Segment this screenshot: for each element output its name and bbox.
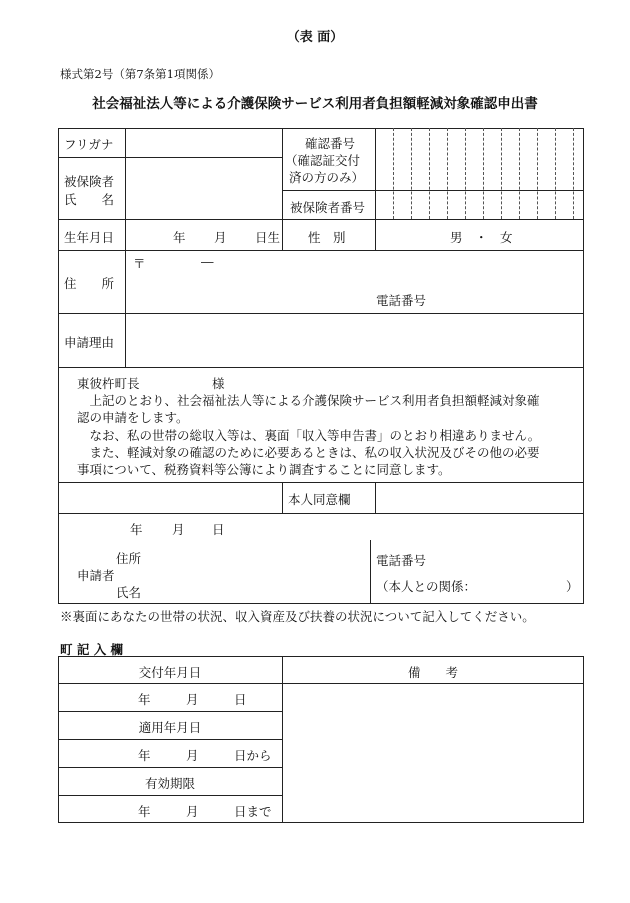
sex-label: 性 別 xyxy=(308,230,346,245)
statement-line-2: 認の申請をします。 xyxy=(77,410,189,425)
birth-year-unit: 年 xyxy=(173,230,186,245)
apply-year-unit: 年 xyxy=(138,748,151,763)
apply-date-label: 適用年月日 xyxy=(138,720,202,735)
apply-day-from: 日から xyxy=(234,748,272,763)
back-side-note: ※裏面にあなたの世帯の状況、収入資産及び扶養の状況について記入してください。 xyxy=(60,609,535,624)
town-section-title: 町 記 入 欄 xyxy=(60,642,124,657)
furigana-field[interactable] xyxy=(128,131,280,155)
birthdate-label: 生年月日 xyxy=(64,230,115,245)
birth-month-unit: 月 xyxy=(214,230,227,245)
applicant-phone-label: 電話番号 xyxy=(376,553,427,568)
date-month-unit: 月 xyxy=(172,522,185,537)
issue-day-unit: 日 xyxy=(234,692,247,707)
confirmation-no-note-1: （確認証交付 xyxy=(285,153,361,168)
insured-name-field[interactable] xyxy=(128,160,280,216)
sex-options[interactable]: 男 ・ 女 xyxy=(450,230,513,245)
confirmation-no-note-2: 済の方のみ） xyxy=(289,170,365,185)
birth-day-unit: 日生 xyxy=(255,230,281,245)
issue-month-unit: 月 xyxy=(186,692,199,707)
consent-field[interactable] xyxy=(378,486,581,510)
relation-label: （本人との関係： xyxy=(376,579,477,594)
relation-close: ） xyxy=(566,579,579,594)
address-phone-label: 電話番号 xyxy=(376,293,427,308)
statement-line-1: 上記のとおり、社会福祉法人等による介護保険サービス利用者負担額軽減対象確 xyxy=(77,393,540,408)
date-day-unit: 日 xyxy=(212,522,225,537)
addressee-honorific: 様 xyxy=(212,376,225,391)
applicant-label: 申請者 xyxy=(77,568,115,583)
issue-year-unit: 年 xyxy=(138,692,151,707)
confirmation-no-field[interactable] xyxy=(377,130,582,188)
reason-label: 申請理由 xyxy=(64,335,115,350)
applicant-address-label: 住所 xyxy=(116,551,142,566)
apply-month-unit: 月 xyxy=(186,748,199,763)
side-label: （表 面） xyxy=(286,30,344,45)
valid-year-unit: 年 xyxy=(138,804,151,819)
applicant-address-field[interactable] xyxy=(150,546,365,562)
date-year-unit: 年 xyxy=(130,522,143,537)
applicant-name-label: 氏名 xyxy=(116,585,142,600)
confirmation-no-label: 確認番号 xyxy=(305,136,356,151)
statement-line-3: なお、私の世帯の総収入等は、裏面「収入等申告書」のとおり相違ありません。 xyxy=(77,428,541,443)
insured-number-field[interactable] xyxy=(377,192,582,217)
postal-mark: 〒 xyxy=(133,256,146,271)
remarks-field[interactable] xyxy=(286,687,580,819)
insured-number-label: 被保険者番号 xyxy=(290,200,366,215)
form-number: 様式第2号（第7条第1項関係） xyxy=(60,67,220,81)
address-label: 住 所 xyxy=(64,276,115,291)
remarks-label: 備 考 xyxy=(407,665,458,680)
name-label: 氏 名 xyxy=(64,192,115,207)
statement-line-5: 事項について、税務資料等公簿により調査することに同意します。 xyxy=(77,462,451,477)
issue-date-label: 交付年月日 xyxy=(138,665,202,680)
valid-period-label: 有効期限 xyxy=(144,776,195,791)
postal-dash: ― xyxy=(201,254,214,269)
valid-month-unit: 月 xyxy=(186,804,199,819)
furigana-label: フリガナ xyxy=(64,137,114,152)
document-title: 社会福祉法人等による介護保険サービス利用者負担額軽減対象確認申出書 xyxy=(92,96,538,112)
applicant-name-field[interactable] xyxy=(150,580,365,598)
insured-label: 被保険者 xyxy=(64,174,115,189)
statement-line-4: また、軽減対象の確認のために必要あるときは、私の収入状況及びその他の必要 xyxy=(77,445,540,460)
consent-label: 本人同意欄 xyxy=(288,492,351,507)
valid-day-until: 日まで xyxy=(234,804,272,819)
address-field[interactable] xyxy=(128,270,578,288)
addressee-town: 東彼杵町長 xyxy=(77,376,140,391)
reason-field[interactable] xyxy=(128,316,580,364)
